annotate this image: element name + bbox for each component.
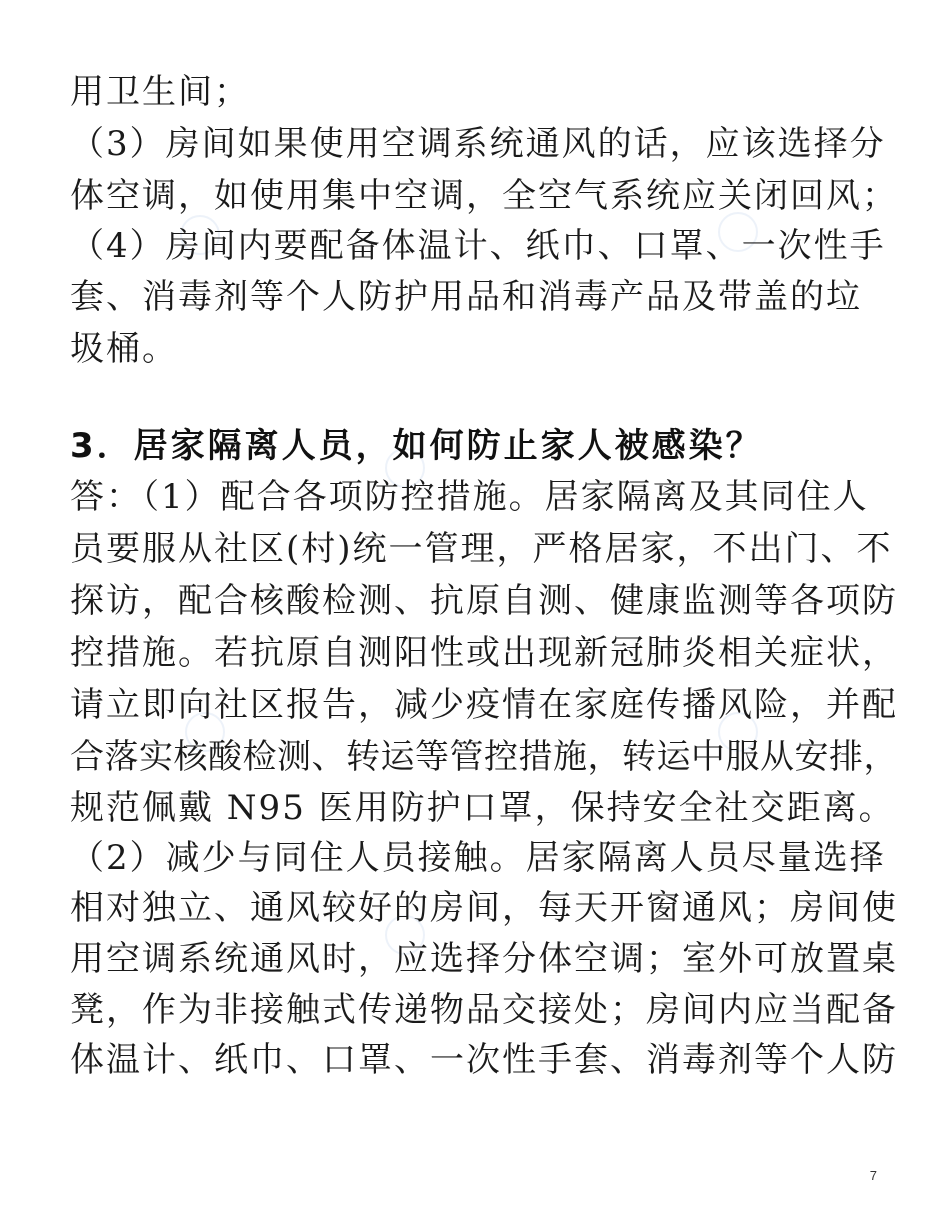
text-line: 凳，作为非接触式传递物品交接处；房间内应当配备 [70,990,898,1030]
text-line: 员要服从社区(村)统一管理，严格居家，不出门、不 [70,529,893,569]
text-line: 请立即向社区报告，减少疫情在家庭传播风险，并配 [70,685,898,725]
section-heading: 3．居家隔离人员，如何防止家人被感染？ [70,426,763,466]
text-line: 用空调系统通风时，应选择分体空调；室外可放置桌 [70,939,898,979]
text-line: （2）减少与同住人员接触。居家隔离人员尽量选择 [70,838,886,878]
text-line: 合落实核酸检测、转运等管控措施，转运中服从安排， [70,737,898,777]
text-line: 用卫生间； [70,72,250,112]
text-line: 体温计、纸巾、口罩、一次性手套、消毒剂等个人防 [70,1040,898,1080]
text-line: 相对独立、通风较好的房间，每天开窗通风；房间使 [70,888,898,928]
text-line: （4）房间内要配备体温计、纸巾、口罩、一次性手 [70,226,886,266]
text-line: 套、消毒剂等个人防护用品和消毒产品及带盖的垃 [70,277,862,317]
text-line: 规范佩戴 N95 医用防护口罩，保持安全社交距离。 [70,788,895,828]
text-line: 圾桶。 [70,329,178,369]
text-line: 探访，配合核酸检测、抗原自测、健康监测等各项防 [70,581,898,621]
text-line: 控措施。若抗原自测阳性或出现新冠肺炎相关症状， [70,633,898,673]
page-number: 7 [869,1168,877,1183]
text-line: 体空调，如使用集中空调，全空气系统应关闭回风； [70,176,898,216]
text-line: 答：（1）配合各项防控措施。居家隔离及其同住人 [70,477,869,517]
text-line: （3）房间如果使用空调系统通风的话，应该选择分 [70,124,886,164]
